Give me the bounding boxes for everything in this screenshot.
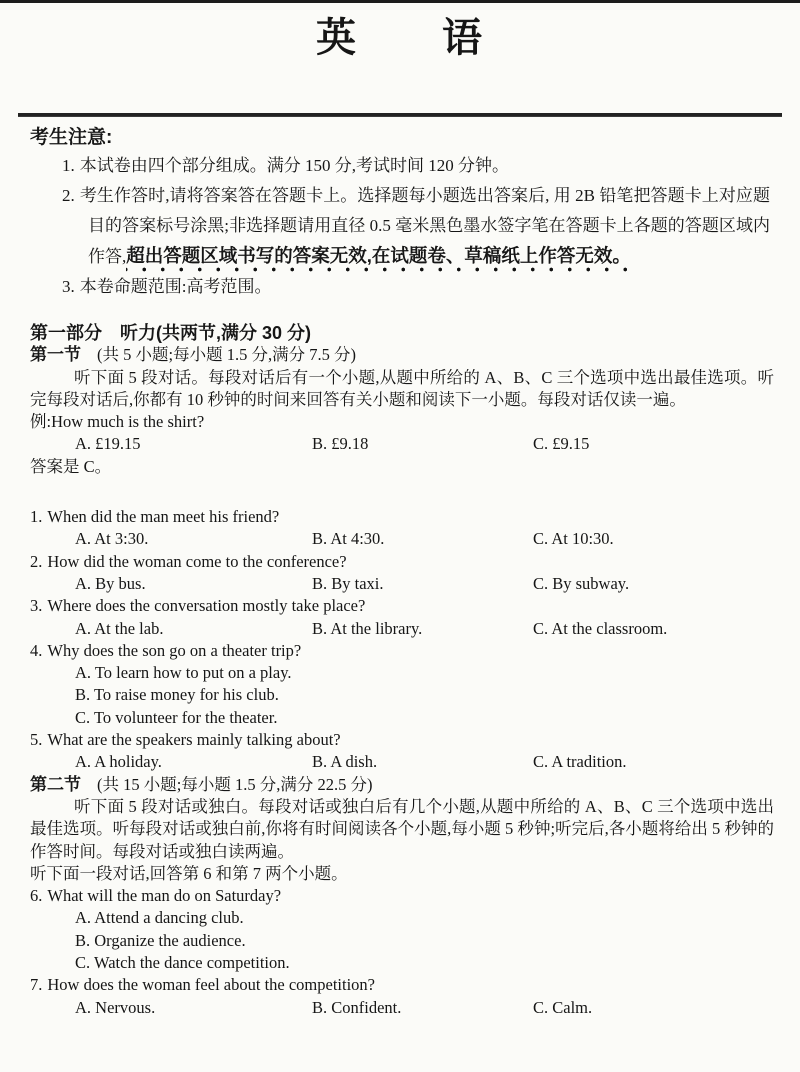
question-text: What are the speakers mainly talking about? (47, 730, 341, 750)
question-text-line (30, 595, 774, 617)
example-label: 例: (30, 412, 52, 432)
notice-item-number: 1. (62, 156, 75, 175)
section1-label: 第一节 (30, 345, 81, 365)
section2-label: 第二节 (30, 774, 81, 794)
section2-heading (30, 774, 774, 796)
notice-item-number: 3. (62, 277, 75, 296)
section1-instructions: 听下面 5 段对话。每段对话后有一个小题,从题中所给的 A、B、C 三个选项中选出最佳选项。听完每段对话后,你都有 10 秒钟的时间来回答有关小题和阅读下一小题。每段对话仅读一遍。 (30, 367, 774, 409)
option-a: A. A holiday. (75, 752, 162, 772)
question-5 (30, 729, 774, 774)
option-a: A. To learn how to put on a play. (75, 663, 292, 683)
question-text-line (30, 640, 774, 662)
notice-item-text: 考生作答时,请将答案答在答题卡上。选择题每小题选出答案后, 用 2B 铅笔把答题卡上对应题目的答案标号涂黑;非选择题请用直径 0.5 毫米黑色墨水签字笔在答题卡上各题的答题区域内作答, (79, 186, 770, 266)
question-text: How does the woman feel about the competition? (47, 975, 375, 995)
notice-item-2 (30, 181, 770, 272)
question-text-line (30, 885, 774, 907)
option-a: A. Attend a dancing club. (75, 908, 244, 928)
question-text-line (30, 551, 774, 573)
example-question-line (30, 411, 774, 433)
question-number: 7. (30, 975, 43, 995)
question-text: What will the man do on Saturday? (47, 886, 282, 906)
question-text: How did the woman come to the conference? (47, 551, 347, 571)
option-c: C. Calm. (533, 997, 593, 1017)
option-b: B. At the library. (312, 618, 423, 638)
question-options (30, 528, 774, 550)
part1-heading: 第一部分 听力(共两节,满分 30 分) (30, 323, 312, 343)
question-number: 1. (30, 507, 43, 527)
option-c: C. At 10:30. (533, 529, 614, 549)
question-text-line (30, 729, 774, 751)
question-6 (30, 885, 774, 974)
page-top-border (0, 0, 800, 3)
section2-info: (共 15 小题;每小题 1.5 分,满分 22.5 分) (97, 774, 373, 794)
notice-item-text: 本卷命题范围:高考范围。 (79, 277, 272, 296)
section2-instructions: 听下面 5 段对话或独白。每段对话或独白后有几个小题,从题中所给的 A、B、C 三个选项中选出最佳选项。听每段对话或独白前,你将有时间阅读各个小题,每小题 5 秒钟;听完后,各小题将给出 5 秒钟的作答时间。每段对话或独白读两遍。 (30, 796, 774, 861)
option-b: B. At 4:30. (312, 529, 385, 549)
question-number: 4. (30, 640, 43, 660)
question-text: Where does the conversation mostly take place? (47, 596, 366, 616)
question-number: 6. (30, 886, 43, 906)
option-c: C. By subway. (533, 573, 630, 593)
option-b: B. By taxi. (312, 573, 384, 593)
option-c: C. To volunteer for the theater. (75, 707, 278, 727)
notice-item-number: 2. (62, 186, 75, 205)
question-options (30, 751, 774, 773)
option-a: A. £19.15 (75, 434, 141, 454)
notice-emphasized-text: 超出答题区域书写的答案无效,在试题卷、草稿纸上作答无效。 (126, 245, 631, 272)
option-c: C. At the classroom. (533, 618, 668, 638)
option-c: C. A tradition. (533, 752, 627, 772)
question-number: 2. (30, 551, 43, 571)
question-4 (30, 640, 774, 729)
notice-heading: 考生注意: (30, 127, 113, 148)
option-a: A. Nervous. (75, 997, 156, 1017)
section1-info: (共 5 小题;每小题 1.5 分,满分 7.5 分) (97, 345, 356, 365)
section2-lead: 听下面一段对话,回答第 6 和第 7 两个小题。 (30, 863, 348, 883)
candidate-notice (30, 125, 770, 302)
question-text: When did the man meet his friend? (47, 507, 280, 527)
option-a: A. At 3:30. (75, 529, 149, 549)
example-options (30, 433, 774, 455)
question-3 (30, 595, 774, 640)
question-number: 5. (30, 730, 43, 750)
page-title: 英 语 (316, 16, 484, 60)
option-b: B. Organize the audience. (75, 930, 246, 950)
option-a: A. By bus. (75, 573, 146, 593)
question-options (30, 997, 774, 1019)
example-question: How much is the shirt? (51, 412, 205, 432)
question-number: 3. (30, 596, 43, 616)
notice-item-text: 本试卷由四个部分组成。满分 150 分,考试时间 120 分钟。 (79, 156, 509, 175)
question-text-line (30, 506, 774, 528)
notice-item-1 (30, 151, 770, 181)
notice-item-3 (30, 272, 770, 302)
example-answer: 答案是 C。 (30, 456, 112, 476)
option-c: C. £9.15 (533, 434, 590, 454)
question-1 (30, 506, 774, 551)
option-b: B. £9.18 (312, 434, 369, 454)
question-text-line (30, 974, 774, 996)
option-b: B. A dish. (312, 752, 378, 772)
question-options (30, 573, 774, 595)
question-7 (30, 974, 774, 1019)
option-c: C. Watch the dance competition. (75, 953, 290, 973)
option-b: B. Confident. (312, 997, 402, 1017)
question-options (30, 618, 774, 640)
option-b: B. To raise money for his club. (75, 685, 279, 705)
section1-heading (30, 344, 774, 366)
option-a: A. At the lab. (75, 618, 164, 638)
question-text: Why does the son go on a theater trip? (47, 640, 302, 660)
title-divider (18, 113, 782, 117)
exam-body (30, 322, 774, 1019)
question-2 (30, 551, 774, 596)
